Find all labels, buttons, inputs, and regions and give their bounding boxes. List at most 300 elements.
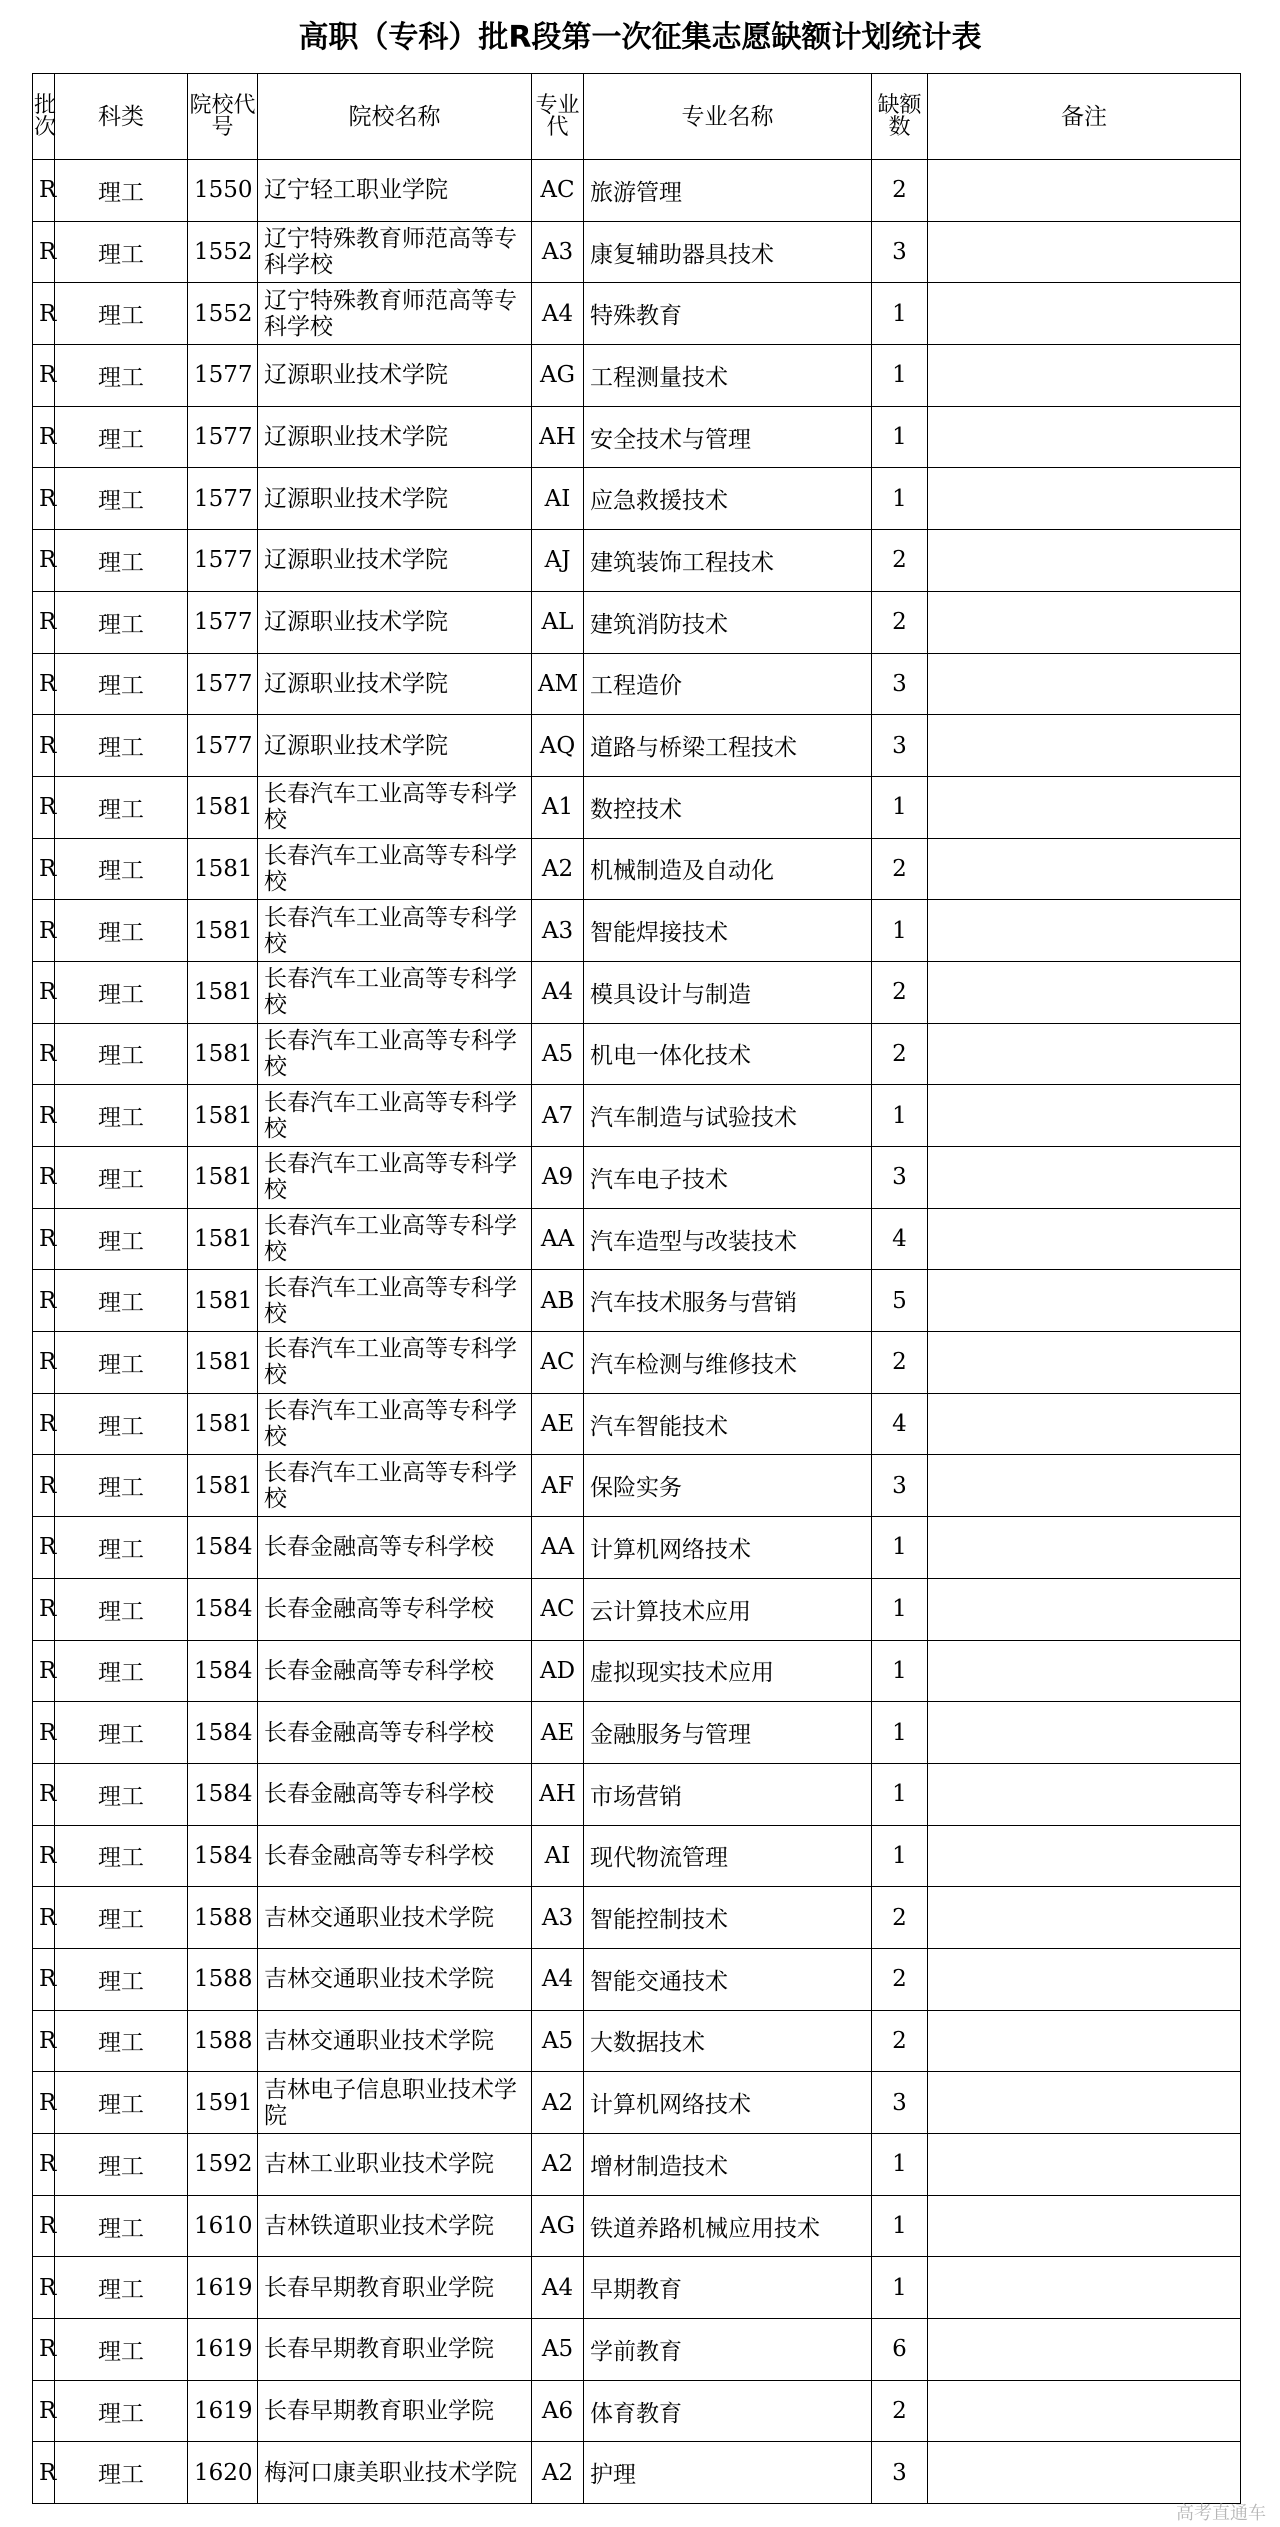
cell-major-code: A4	[532, 1948, 584, 2010]
cell-category: 理工	[55, 2380, 188, 2442]
cell-batch: R	[33, 160, 55, 222]
table-row	[33, 1578, 1241, 1640]
cell-major-name: 道路与桥梁工程技术	[584, 715, 872, 777]
table-header-row	[33, 74, 1241, 160]
cell-major-code: AA	[532, 1517, 584, 1579]
cell-major-code: A7	[532, 1085, 584, 1147]
cell-major-code: AG	[532, 345, 584, 407]
cell-remarks	[928, 1640, 1241, 1702]
cell-school-code: 1581	[188, 1147, 258, 1209]
cell-remarks	[928, 1825, 1241, 1887]
cell-vacancy: 1	[872, 1578, 928, 1640]
cell-school-code: 1581	[188, 1208, 258, 1270]
cell-major-code: A2	[532, 2134, 584, 2196]
table-row	[33, 468, 1241, 530]
cell-major-name: 特殊教育	[584, 283, 872, 345]
cell-major-code: A3	[532, 1887, 584, 1949]
cell-school-name: 辽源职业技术学院	[258, 653, 532, 715]
cell-category: 理工	[55, 1147, 188, 1209]
cell-major-name: 汽车制造与试验技术	[584, 1085, 872, 1147]
cell-batch: R	[33, 2257, 55, 2319]
table-row	[33, 900, 1241, 962]
cell-vacancy: 4	[872, 1208, 928, 1270]
header-remarks: 备注	[928, 74, 1241, 160]
cell-vacancy: 1	[872, 1517, 928, 1579]
cell-major-code: A4	[532, 961, 584, 1023]
page-title: 高职（专科）批R段第一次征集志愿缺额计划统计表	[298, 20, 982, 55]
cell-major-code: AQ	[532, 715, 584, 777]
cell-remarks	[928, 653, 1241, 715]
cell-school-code: 1584	[188, 1640, 258, 1702]
cell-major-name: 工程测量技术	[584, 345, 872, 407]
cell-batch: R	[33, 2195, 55, 2257]
cell-batch: R	[33, 715, 55, 777]
table-row	[33, 1085, 1241, 1147]
cell-category: 理工	[55, 530, 188, 592]
cell-school-code: 1552	[188, 221, 258, 283]
cell-school-name: 长春汽车工业高等专科学校	[258, 776, 532, 838]
table-row	[33, 591, 1241, 653]
cell-major-code: AC	[532, 160, 584, 222]
cell-category: 理工	[55, 776, 188, 838]
table-row	[33, 2134, 1241, 2196]
table-row	[33, 1147, 1241, 1209]
cell-school-name: 辽源职业技术学院	[258, 591, 532, 653]
cell-major-name: 机电一体化技术	[584, 1023, 872, 1085]
table-body	[33, 160, 1241, 2504]
table-row	[33, 530, 1241, 592]
cell-major-code: AE	[532, 1702, 584, 1764]
cell-school-code: 1588	[188, 1887, 258, 1949]
cell-batch: R	[33, 1085, 55, 1147]
cell-major-code: A2	[532, 2072, 584, 2134]
cell-major-name: 现代物流管理	[584, 1825, 872, 1887]
cell-remarks	[928, 2072, 1241, 2134]
cell-school-name: 长春金融高等专科学校	[258, 1517, 532, 1579]
cell-major-code: A4	[532, 283, 584, 345]
watermark: 高考直通车	[1176, 2503, 1266, 2524]
cell-major-name: 康复辅助器具技术	[584, 221, 872, 283]
cell-vacancy: 2	[872, 1332, 928, 1394]
cell-vacancy: 1	[872, 1825, 928, 1887]
table-row	[33, 1393, 1241, 1455]
cell-school-name: 长春金融高等专科学校	[258, 1702, 532, 1764]
cell-remarks	[928, 1332, 1241, 1394]
cell-vacancy: 1	[872, 900, 928, 962]
table-row	[33, 345, 1241, 407]
cell-remarks	[928, 221, 1241, 283]
cell-remarks	[928, 900, 1241, 962]
cell-category: 理工	[55, 1763, 188, 1825]
cell-batch: R	[33, 221, 55, 283]
table-row	[33, 2257, 1241, 2319]
cell-school-name: 梅河口康美职业技术学院	[258, 2442, 532, 2504]
cell-major-code: A5	[532, 1023, 584, 1085]
cell-school-code: 1577	[188, 591, 258, 653]
table-row	[33, 776, 1241, 838]
cell-batch: R	[33, 1702, 55, 1764]
cell-remarks	[928, 838, 1241, 900]
cell-remarks	[928, 160, 1241, 222]
cell-vacancy: 2	[872, 961, 928, 1023]
cell-school-code: 1592	[188, 2134, 258, 2196]
cell-school-name: 长春金融高等专科学校	[258, 1578, 532, 1640]
cell-batch: R	[33, 2010, 55, 2072]
cell-school-code: 1581	[188, 838, 258, 900]
cell-vacancy: 3	[872, 2442, 928, 2504]
table-row	[33, 1763, 1241, 1825]
cell-batch: R	[33, 1393, 55, 1455]
table-row	[33, 221, 1241, 283]
cell-vacancy: 2	[872, 530, 928, 592]
cell-vacancy: 1	[872, 2134, 928, 2196]
cell-school-name: 吉林交通职业技术学院	[258, 1887, 532, 1949]
cell-major-name: 保险实务	[584, 1455, 872, 1517]
cell-vacancy: 1	[872, 2195, 928, 2257]
cell-vacancy: 1	[872, 1702, 928, 1764]
table-row	[33, 1023, 1241, 1085]
cell-vacancy: 6	[872, 2319, 928, 2381]
cell-school-code: 1581	[188, 900, 258, 962]
cell-major-code: A3	[532, 221, 584, 283]
cell-major-name: 大数据技术	[584, 2010, 872, 2072]
cell-major-name: 汽车电子技术	[584, 1147, 872, 1209]
cell-major-code: A3	[532, 900, 584, 962]
cell-category: 理工	[55, 345, 188, 407]
cell-major-code: AH	[532, 406, 584, 468]
cell-school-code: 1577	[188, 715, 258, 777]
cell-batch: R	[33, 1517, 55, 1579]
cell-remarks	[928, 1147, 1241, 1209]
cell-remarks	[928, 2442, 1241, 2504]
cell-remarks	[928, 1763, 1241, 1825]
cell-major-code: AC	[532, 1332, 584, 1394]
cell-batch: R	[33, 653, 55, 715]
cell-remarks	[928, 1270, 1241, 1332]
cell-major-name: 智能交通技术	[584, 1948, 872, 2010]
cell-vacancy: 3	[872, 1147, 928, 1209]
cell-remarks	[928, 468, 1241, 530]
cell-major-code: AJ	[532, 530, 584, 592]
cell-major-code: AE	[532, 1393, 584, 1455]
cell-category: 理工	[55, 468, 188, 530]
cell-school-name: 长春汽车工业高等专科学校	[258, 1270, 532, 1332]
cell-remarks	[928, 1702, 1241, 1764]
cell-school-name: 吉林铁道职业技术学院	[258, 2195, 532, 2257]
cell-major-code: AA	[532, 1208, 584, 1270]
cell-vacancy: 3	[872, 2072, 928, 2134]
cell-school-code: 1619	[188, 2380, 258, 2442]
cell-category: 理工	[55, 406, 188, 468]
cell-remarks	[928, 1085, 1241, 1147]
cell-major-code: AM	[532, 653, 584, 715]
cell-school-code: 1588	[188, 2010, 258, 2072]
cell-school-code: 1619	[188, 2319, 258, 2381]
header-category: 科类	[55, 74, 188, 160]
cell-major-code: AH	[532, 1763, 584, 1825]
cell-school-name: 长春汽车工业高等专科学校	[258, 1393, 532, 1455]
cell-batch: R	[33, 1948, 55, 2010]
cell-school-name: 吉林交通职业技术学院	[258, 1948, 532, 2010]
cell-major-code: AI	[532, 468, 584, 530]
cell-school-code: 1584	[188, 1517, 258, 1579]
cell-batch: R	[33, 2072, 55, 2134]
cell-vacancy: 2	[872, 591, 928, 653]
cell-school-code: 1581	[188, 1455, 258, 1517]
cell-category: 理工	[55, 2257, 188, 2319]
cell-batch: R	[33, 961, 55, 1023]
cell-remarks	[928, 1887, 1241, 1949]
cell-category: 理工	[55, 715, 188, 777]
cell-category: 理工	[55, 2319, 188, 2381]
cell-batch: R	[33, 838, 55, 900]
cell-major-code: A5	[532, 2010, 584, 2072]
cell-category: 理工	[55, 1455, 188, 1517]
cell-batch: R	[33, 1887, 55, 1949]
cell-major-name: 汽车造型与改装技术	[584, 1208, 872, 1270]
table-row	[33, 653, 1241, 715]
cell-school-code: 1577	[188, 345, 258, 407]
cell-school-name: 辽宁特殊教育师范高等专科学校	[258, 221, 532, 283]
cell-batch: R	[33, 1270, 55, 1332]
cell-batch: R	[33, 2319, 55, 2381]
cell-major-name: 建筑消防技术	[584, 591, 872, 653]
cell-batch: R	[33, 900, 55, 962]
cell-category: 理工	[55, 2072, 188, 2134]
cell-major-name: 增材制造技术	[584, 2134, 872, 2196]
cell-remarks	[928, 1393, 1241, 1455]
cell-category: 理工	[55, 1332, 188, 1394]
cell-batch: R	[33, 2442, 55, 2504]
cell-category: 理工	[55, 1825, 188, 1887]
cell-major-name: 智能控制技术	[584, 1887, 872, 1949]
cell-vacancy: 1	[872, 2257, 928, 2319]
cell-remarks	[928, 2257, 1241, 2319]
cell-school-name: 长春早期教育职业学院	[258, 2257, 532, 2319]
cell-batch: R	[33, 1208, 55, 1270]
cell-major-code: A2	[532, 838, 584, 900]
cell-vacancy: 1	[872, 468, 928, 530]
table-row	[33, 961, 1241, 1023]
cell-remarks	[928, 2380, 1241, 2442]
cell-category: 理工	[55, 653, 188, 715]
header-major-name: 专业名称	[584, 74, 872, 160]
cell-category: 理工	[55, 221, 188, 283]
cell-vacancy: 2	[872, 2380, 928, 2442]
cell-major-code: AF	[532, 1455, 584, 1517]
cell-batch: R	[33, 530, 55, 592]
cell-remarks	[928, 1023, 1241, 1085]
cell-vacancy: 1	[872, 283, 928, 345]
cell-major-name: 计算机网络技术	[584, 2072, 872, 2134]
cell-batch: R	[33, 1640, 55, 1702]
cell-batch: R	[33, 1455, 55, 1517]
cell-school-name: 长春金融高等专科学校	[258, 1825, 532, 1887]
table-row	[33, 2442, 1241, 2504]
cell-major-name: 计算机网络技术	[584, 1517, 872, 1579]
cell-batch: R	[33, 345, 55, 407]
table-row	[33, 1332, 1241, 1394]
cell-vacancy: 1	[872, 1640, 928, 1702]
cell-vacancy: 1	[872, 1085, 928, 1147]
cell-remarks	[928, 2195, 1241, 2257]
cell-school-code: 1584	[188, 1702, 258, 1764]
cell-major-name: 金融服务与管理	[584, 1702, 872, 1764]
cell-vacancy: 2	[872, 1948, 928, 2010]
table-row	[33, 283, 1241, 345]
cell-major-code: AC	[532, 1578, 584, 1640]
cell-batch: R	[33, 283, 55, 345]
cell-major-name: 工程造价	[584, 653, 872, 715]
cell-remarks	[928, 2010, 1241, 2072]
cell-school-code: 1577	[188, 653, 258, 715]
cell-major-name: 安全技术与管理	[584, 406, 872, 468]
cell-school-code: 1581	[188, 1332, 258, 1394]
cell-batch: R	[33, 591, 55, 653]
cell-remarks	[928, 961, 1241, 1023]
cell-school-name: 长春早期教育职业学院	[258, 2319, 532, 2381]
table-row	[33, 838, 1241, 900]
cell-category: 理工	[55, 2134, 188, 2196]
cell-major-name: 虚拟现实技术应用	[584, 1640, 872, 1702]
cell-vacancy: 1	[872, 1763, 928, 1825]
cell-category: 理工	[55, 900, 188, 962]
cell-school-code: 1552	[188, 283, 258, 345]
cell-category: 理工	[55, 1948, 188, 2010]
table-row	[33, 2380, 1241, 2442]
cell-batch: R	[33, 406, 55, 468]
table-row	[33, 1825, 1241, 1887]
cell-major-code: A5	[532, 2319, 584, 2381]
cell-batch: R	[33, 468, 55, 530]
header-school-code: 院校代号	[188, 74, 258, 160]
cell-vacancy: 2	[872, 838, 928, 900]
cell-school-code: 1619	[188, 2257, 258, 2319]
cell-batch: R	[33, 2134, 55, 2196]
cell-vacancy: 4	[872, 1393, 928, 1455]
cell-category: 理工	[55, 961, 188, 1023]
cell-school-name: 吉林工业职业技术学院	[258, 2134, 532, 2196]
cell-remarks	[928, 530, 1241, 592]
cell-major-name: 汽车检测与维修技术	[584, 1332, 872, 1394]
cell-remarks	[928, 406, 1241, 468]
cell-vacancy: 3	[872, 653, 928, 715]
cell-remarks	[928, 283, 1241, 345]
cell-vacancy: 2	[872, 160, 928, 222]
cell-school-code: 1581	[188, 1270, 258, 1332]
cell-school-code: 1581	[188, 1023, 258, 1085]
cell-vacancy: 3	[872, 1455, 928, 1517]
cell-school-name: 辽源职业技术学院	[258, 530, 532, 592]
cell-major-code: AL	[532, 591, 584, 653]
cell-category: 理工	[55, 160, 188, 222]
cell-remarks	[928, 1517, 1241, 1579]
vacancy-table	[32, 73, 1241, 2504]
cell-remarks	[928, 715, 1241, 777]
cell-remarks	[928, 2134, 1241, 2196]
table-row	[33, 2319, 1241, 2381]
cell-school-code: 1620	[188, 2442, 258, 2504]
cell-school-name: 长春汽车工业高等专科学校	[258, 1085, 532, 1147]
cell-school-name: 长春金融高等专科学校	[258, 1640, 532, 1702]
cell-school-code: 1584	[188, 1763, 258, 1825]
cell-category: 理工	[55, 2010, 188, 2072]
cell-school-name: 长春汽车工业高等专科学校	[258, 1455, 532, 1517]
cell-major-code: A1	[532, 776, 584, 838]
cell-school-code: 1577	[188, 468, 258, 530]
cell-major-code: A6	[532, 2380, 584, 2442]
cell-batch: R	[33, 1578, 55, 1640]
cell-school-name: 长春汽车工业高等专科学校	[258, 1147, 532, 1209]
cell-major-name: 模具设计与制造	[584, 961, 872, 1023]
cell-school-name: 长春汽车工业高等专科学校	[258, 838, 532, 900]
cell-school-code: 1588	[188, 1948, 258, 2010]
cell-category: 理工	[55, 1270, 188, 1332]
cell-batch: R	[33, 776, 55, 838]
cell-school-code: 1610	[188, 2195, 258, 2257]
cell-major-name: 学前教育	[584, 2319, 872, 2381]
table-row	[33, 1208, 1241, 1270]
cell-vacancy: 5	[872, 1270, 928, 1332]
cell-school-code: 1591	[188, 2072, 258, 2134]
cell-school-name: 长春早期教育职业学院	[258, 2380, 532, 2442]
cell-school-code: 1581	[188, 1393, 258, 1455]
header-school-name: 院校名称	[258, 74, 532, 160]
cell-remarks	[928, 776, 1241, 838]
header-major-code: 专业代	[532, 74, 584, 160]
header-batch: 批次	[33, 74, 55, 160]
cell-major-name: 旅游管理	[584, 160, 872, 222]
cell-school-code: 1550	[188, 160, 258, 222]
cell-vacancy: 2	[872, 1023, 928, 1085]
cell-major-code: AB	[532, 1270, 584, 1332]
cell-school-name: 长春汽车工业高等专科学校	[258, 1208, 532, 1270]
cell-batch: R	[33, 2380, 55, 2442]
cell-vacancy: 1	[872, 345, 928, 407]
table-row	[33, 1887, 1241, 1949]
cell-major-name: 铁道养路机械应用技术	[584, 2195, 872, 2257]
table-row	[33, 160, 1241, 222]
cell-major-name: 应急救援技术	[584, 468, 872, 530]
cell-vacancy: 2	[872, 2010, 928, 2072]
cell-category: 理工	[55, 2442, 188, 2504]
cell-school-name: 长春汽车工业高等专科学校	[258, 1023, 532, 1085]
cell-school-name: 辽源职业技术学院	[258, 468, 532, 530]
cell-batch: R	[33, 1825, 55, 1887]
cell-school-code: 1577	[188, 406, 258, 468]
cell-major-name: 早期教育	[584, 2257, 872, 2319]
cell-vacancy: 2	[872, 1887, 928, 1949]
cell-school-code: 1581	[188, 1085, 258, 1147]
cell-category: 理工	[55, 1393, 188, 1455]
cell-category: 理工	[55, 1578, 188, 1640]
cell-major-code: A4	[532, 2257, 584, 2319]
table-row	[33, 1455, 1241, 1517]
cell-batch: R	[33, 1023, 55, 1085]
cell-school-code: 1577	[188, 530, 258, 592]
cell-remarks	[928, 1208, 1241, 1270]
cell-major-code: AI	[532, 1825, 584, 1887]
cell-school-name: 吉林交通职业技术学院	[258, 2010, 532, 2072]
cell-major-name: 建筑装饰工程技术	[584, 530, 872, 592]
cell-major-name: 数控技术	[584, 776, 872, 838]
table-row	[33, 1270, 1241, 1332]
header-vacancy: 缺额数	[872, 74, 928, 160]
cell-school-name: 长春金融高等专科学校	[258, 1763, 532, 1825]
cell-school-name: 长春汽车工业高等专科学校	[258, 961, 532, 1023]
cell-school-name: 长春汽车工业高等专科学校	[258, 900, 532, 962]
cell-category: 理工	[55, 1887, 188, 1949]
